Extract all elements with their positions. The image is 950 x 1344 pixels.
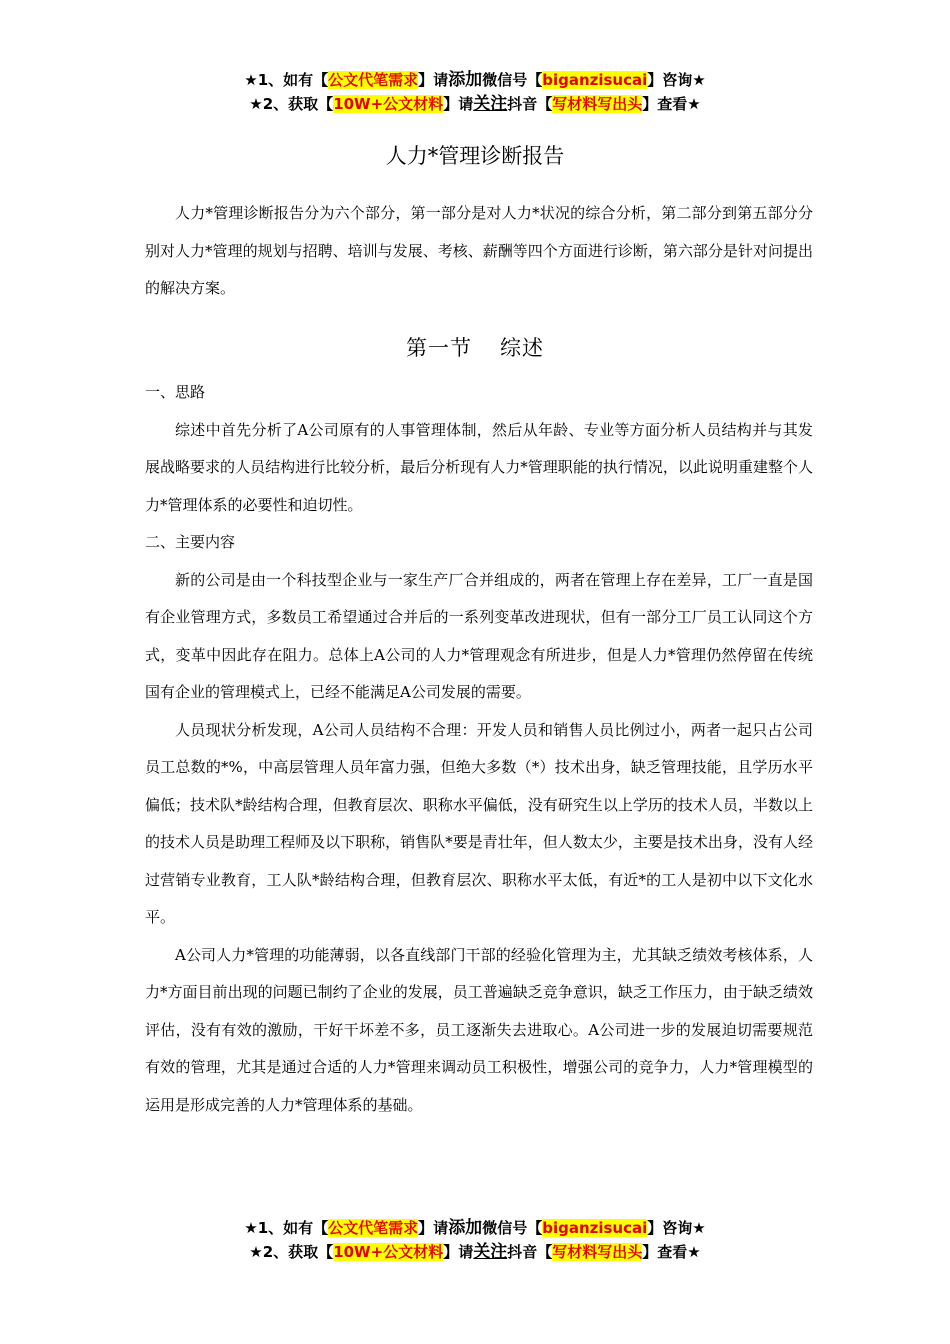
- promo-text: ★2、获取【: [249, 95, 334, 113]
- promo-text: 】查看★: [642, 95, 701, 113]
- section-number: 第一节: [406, 336, 472, 360]
- promo-highlight: 公文代笔需求: [328, 1219, 419, 1237]
- promo-text: ★2、获取【: [249, 1243, 334, 1261]
- subheading-approach: 一、思路: [145, 383, 206, 401]
- promo-highlight: biganzisucai: [542, 1219, 648, 1237]
- promo-highlight: 10W+公文材料: [333, 95, 444, 113]
- promo-text: 微信号【: [482, 71, 543, 89]
- promo-line-1: [0, 68, 950, 92]
- promo-banner-bottom: [0, 1216, 950, 1264]
- promo-text: 抖音【: [507, 1243, 553, 1261]
- promo-emphasis: 关注: [473, 94, 508, 114]
- promo-text: 】咨询★: [647, 71, 706, 89]
- promo-text: ★1、如有【: [244, 1219, 329, 1237]
- promo-highlight: 写材料写出头: [552, 95, 643, 113]
- paragraph: A公司人力*管理的功能薄弱，以各直线部门干部的经验化管理为主，尤其缺乏绩效考核体系，人力*方面目前出现的问题已制约了企业的发展，员工普遍缺乏竞争意识，缺乏工作压力，由于缺乏绩效评估，没有有效的激励，干好干坏差不多，员工逐渐失去进取心。A公司进一步的发展迫切需要规范有效的管理，尤其是通过合适的人力*管理来调动员工积极性，增强公司的竞争力，人力*管理模型的运用是形成完善的人力*管理体系的基础。: [145, 945, 813, 1114]
- section-heading: [0, 332, 950, 362]
- promo-line-2: [0, 92, 950, 116]
- promo-text: 微信号【: [482, 1219, 543, 1237]
- promo-text: 】咨询★: [647, 1219, 706, 1237]
- promo-emphasis: 添加: [448, 1218, 483, 1238]
- paragraph: 新的公司是由一个科技型企业与一家生产厂合并组成的，两者在管理上存在差异，工厂一直是国有企业管理方式，多数员工希望通过合并后的一系列变革改进现状，但有一部分工厂员工认同这个方式，变革中因此存在阻力。总体上A公司的人力*管理观念有所进步，但是人力*管理仍然停留在传统国有企业的管理模式上，已经不能满足A公司发展的需要。: [145, 570, 813, 701]
- promo-text: 抖音【: [507, 95, 553, 113]
- paragraph: 人员现状分析发现，A公司人员结构不合理：开发人员和销售人员比例过小，两者一起只占公司员工总数的*%，中高层管理人员年富力强，但绝大多数（*）技术出身，缺乏管理技能，且学历水平偏低；技术队*龄结构合理，但教育层次、职称水平偏低，没有研究生以上学历的技术人员，半数以上的技术人员是助理工程师及以下职称，销售队*要是青壮年，但人数太少，主要是技术出身，没有人经过营销专业教育，工人队*龄结构合理，但教育层次、职称水平太低，有近*的工人是初中以下文化水平。: [145, 720, 813, 926]
- promo-emphasis: 添加: [448, 70, 483, 90]
- promo-highlight: 10W+公文材料: [333, 1243, 444, 1261]
- section-body: [145, 374, 813, 1124]
- promo-highlight: 公文代笔需求: [328, 71, 419, 89]
- promo-text: 】请: [418, 1219, 449, 1237]
- promo-banner-top: [0, 68, 950, 116]
- promo-highlight: 写材料写出头: [552, 1243, 643, 1261]
- section-name: 综述: [500, 336, 544, 360]
- promo-emphasis: 关注: [473, 1242, 508, 1262]
- subheading-main-content: 二、主要内容: [145, 533, 236, 551]
- promo-text: 】请: [443, 1243, 474, 1261]
- intro-paragraph: 人力*管理诊断报告分为六个部分，第一部分是对人力*状况的综合分析，第二部分到第五部分分别对人力*管理的规划与招聘、培训与发展、考核、薪酬等四个方面进行诊断，第六部分是针对问提出的解决方案。: [145, 204, 813, 297]
- intro-section: [145, 195, 813, 308]
- promo-line-1: [0, 1216, 950, 1240]
- promo-text: 】查看★: [642, 1243, 701, 1261]
- promo-highlight: biganzisucai: [542, 71, 648, 89]
- promo-text: 】请: [443, 95, 474, 113]
- document-title: 人力*管理诊断报告: [385, 144, 565, 168]
- paragraph: 综述中首先分析了A公司原有的人事管理体制，然后从年龄、专业等方面分析人员结构并与其发展战略要求的人员结构进行比较分析，最后分析现有人力*管理职能的执行情况，以此说明重建整个人力*管理体系的必要性和迫切性。: [145, 420, 813, 514]
- promo-text: ★1、如有【: [244, 71, 329, 89]
- promo-text: 】请: [418, 71, 449, 89]
- promo-line-2: [0, 1240, 950, 1264]
